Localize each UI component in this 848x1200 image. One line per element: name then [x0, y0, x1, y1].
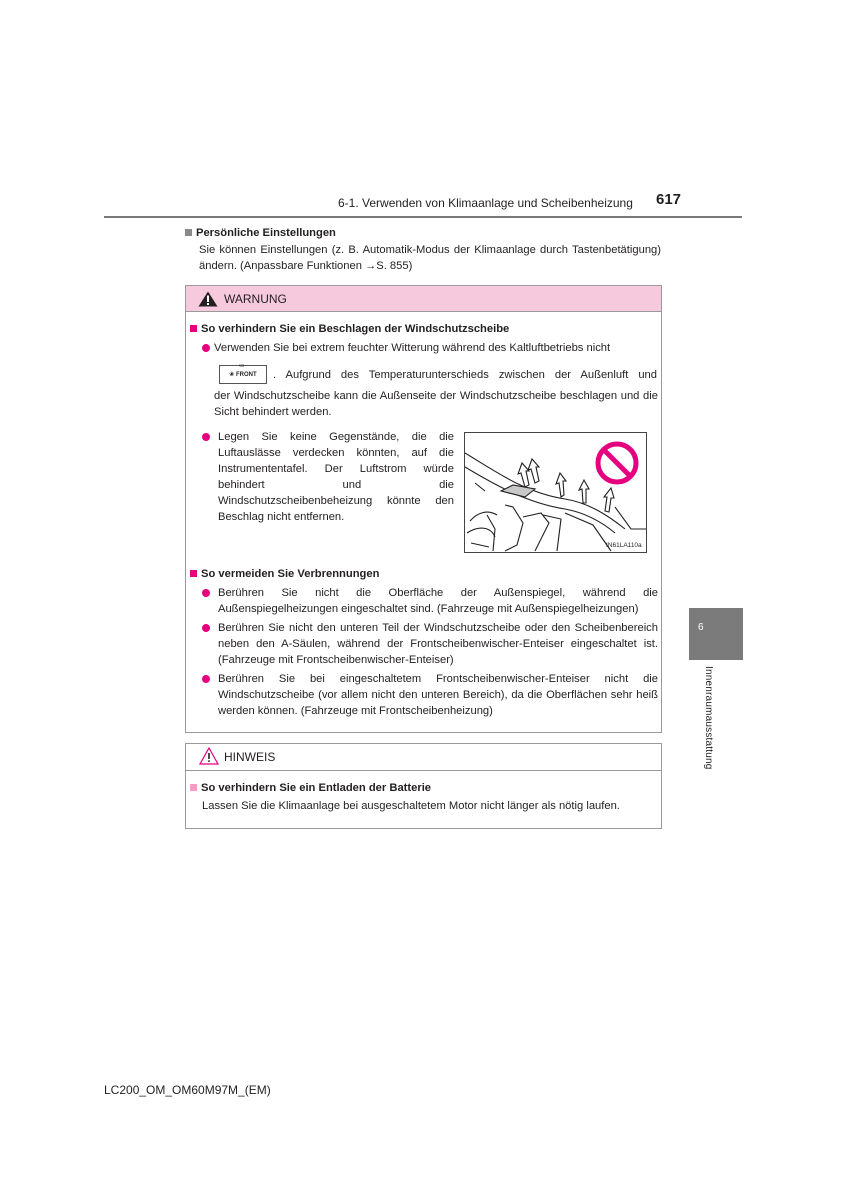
prohibition-icon: [598, 444, 636, 482]
burns-bullet: Berühren Sie bei eingeschaltetem Frontscheibenwischer-Enteiser nicht die Windschutzscheibe (vor allem nicht den unteren Bereich), da die Oberflächen sehr heiß werden können. (Fahrzeuge mit Frontscheibenheizung): [202, 671, 658, 719]
square-bullet-icon: [190, 784, 197, 791]
square-bullet-icon: [190, 325, 197, 332]
section-tab: [689, 608, 743, 660]
note-label: HINWEIS: [224, 750, 276, 764]
section-tab-label: Innenraumausstattung: [703, 666, 714, 770]
front-defroster-button-icon: ▭ ❀ FRONT: [219, 365, 267, 384]
section-tab-number: 6: [698, 622, 704, 633]
warning-label: WARNUNG: [224, 292, 287, 306]
fogging-heading: So verhindern Sie ein Beschlagen der Windschutzscheibe: [190, 321, 660, 337]
page-number: 617: [656, 191, 682, 208]
dashboard-illustration: [464, 432, 647, 553]
warning-header: [186, 286, 661, 312]
bullet-dot-icon: [202, 433, 210, 441]
chapter-title: 6-1. Verwenden von Klimaanlage und Scheibenheizung: [338, 196, 633, 210]
battery-heading: So verhindern Sie ein Entladen der Batterie: [190, 780, 660, 796]
caution-triangle-icon: [199, 747, 219, 765]
square-bullet-icon: [185, 229, 192, 236]
fogging-bullet-1-cont: . Aufgrund des Temperaturunterschieds zwischen der Außenluft und: [273, 369, 657, 381]
figure-code: IN61LA110a: [606, 542, 642, 549]
footer-code: LC200_OM_OM60M97M_(EM): [104, 1083, 271, 1097]
header-divider: [104, 216, 742, 218]
square-bullet-icon: [190, 570, 197, 577]
bullet-dot-icon: [202, 589, 210, 597]
dashboard-airflow-drawing: [465, 433, 646, 552]
fogging-bullet-2: Legen Sie keine Gegenstände, die die Luftauslässe verdecken könnten, auf die Instrumententafel. Der Luftstrom würde behindert und die Windschutzscheibenbeheizung könnte den Beschlag nicht entfernen.: [202, 429, 454, 525]
bullet-dot-icon: [202, 624, 210, 632]
burns-bullet: Berühren Sie nicht den unteren Teil der Windschutzscheibe oder den Scheibenbereich neben den A-Säulen, während der Frontscheibenwischer-Enteiser eingeschaltet ist. (Fahrzeuge mit Frontscheibenwischer-Enteiser): [202, 620, 658, 668]
fogging-bullet-1: Verwenden Sie bei extrem feuchter Witterung während des Kaltluftbetriebs nicht: [202, 340, 660, 356]
fogging-bullet-1-end: der Windschutzscheibe kann die Außenseite der Windschutzscheibe beschlagen und die Sicht behindert werden.: [214, 390, 658, 418]
bullet-dot-icon: [202, 344, 210, 352]
battery-body: Lassen Sie die Klimaanlage bei ausgeschaltetem Motor nicht länger als nötig laufen.: [202, 800, 620, 812]
burns-heading: So vermeiden Sie Verbrennungen: [190, 566, 660, 582]
personal-settings-body: Sie können Einstellungen (z. B. Automatik-Modus der Klimaanlage durch Tastenbetätigung) ändern. (Anpassbare Funktionen →S. 855): [199, 244, 661, 272]
bullet-dot-icon: [202, 675, 210, 683]
personal-settings-heading: Persönliche Einstellungen: [185, 225, 660, 241]
page-header: [0, 186, 848, 226]
note-header: [186, 744, 661, 771]
burns-bullet: Berühren Sie nicht die Oberfläche der Außenspiegel, während die Außenspiegelheizungen eingeschaltet sind. (Fahrzeuge mit Außenspiegelheizungen): [202, 585, 658, 617]
warning-triangle-icon: [198, 291, 218, 307]
